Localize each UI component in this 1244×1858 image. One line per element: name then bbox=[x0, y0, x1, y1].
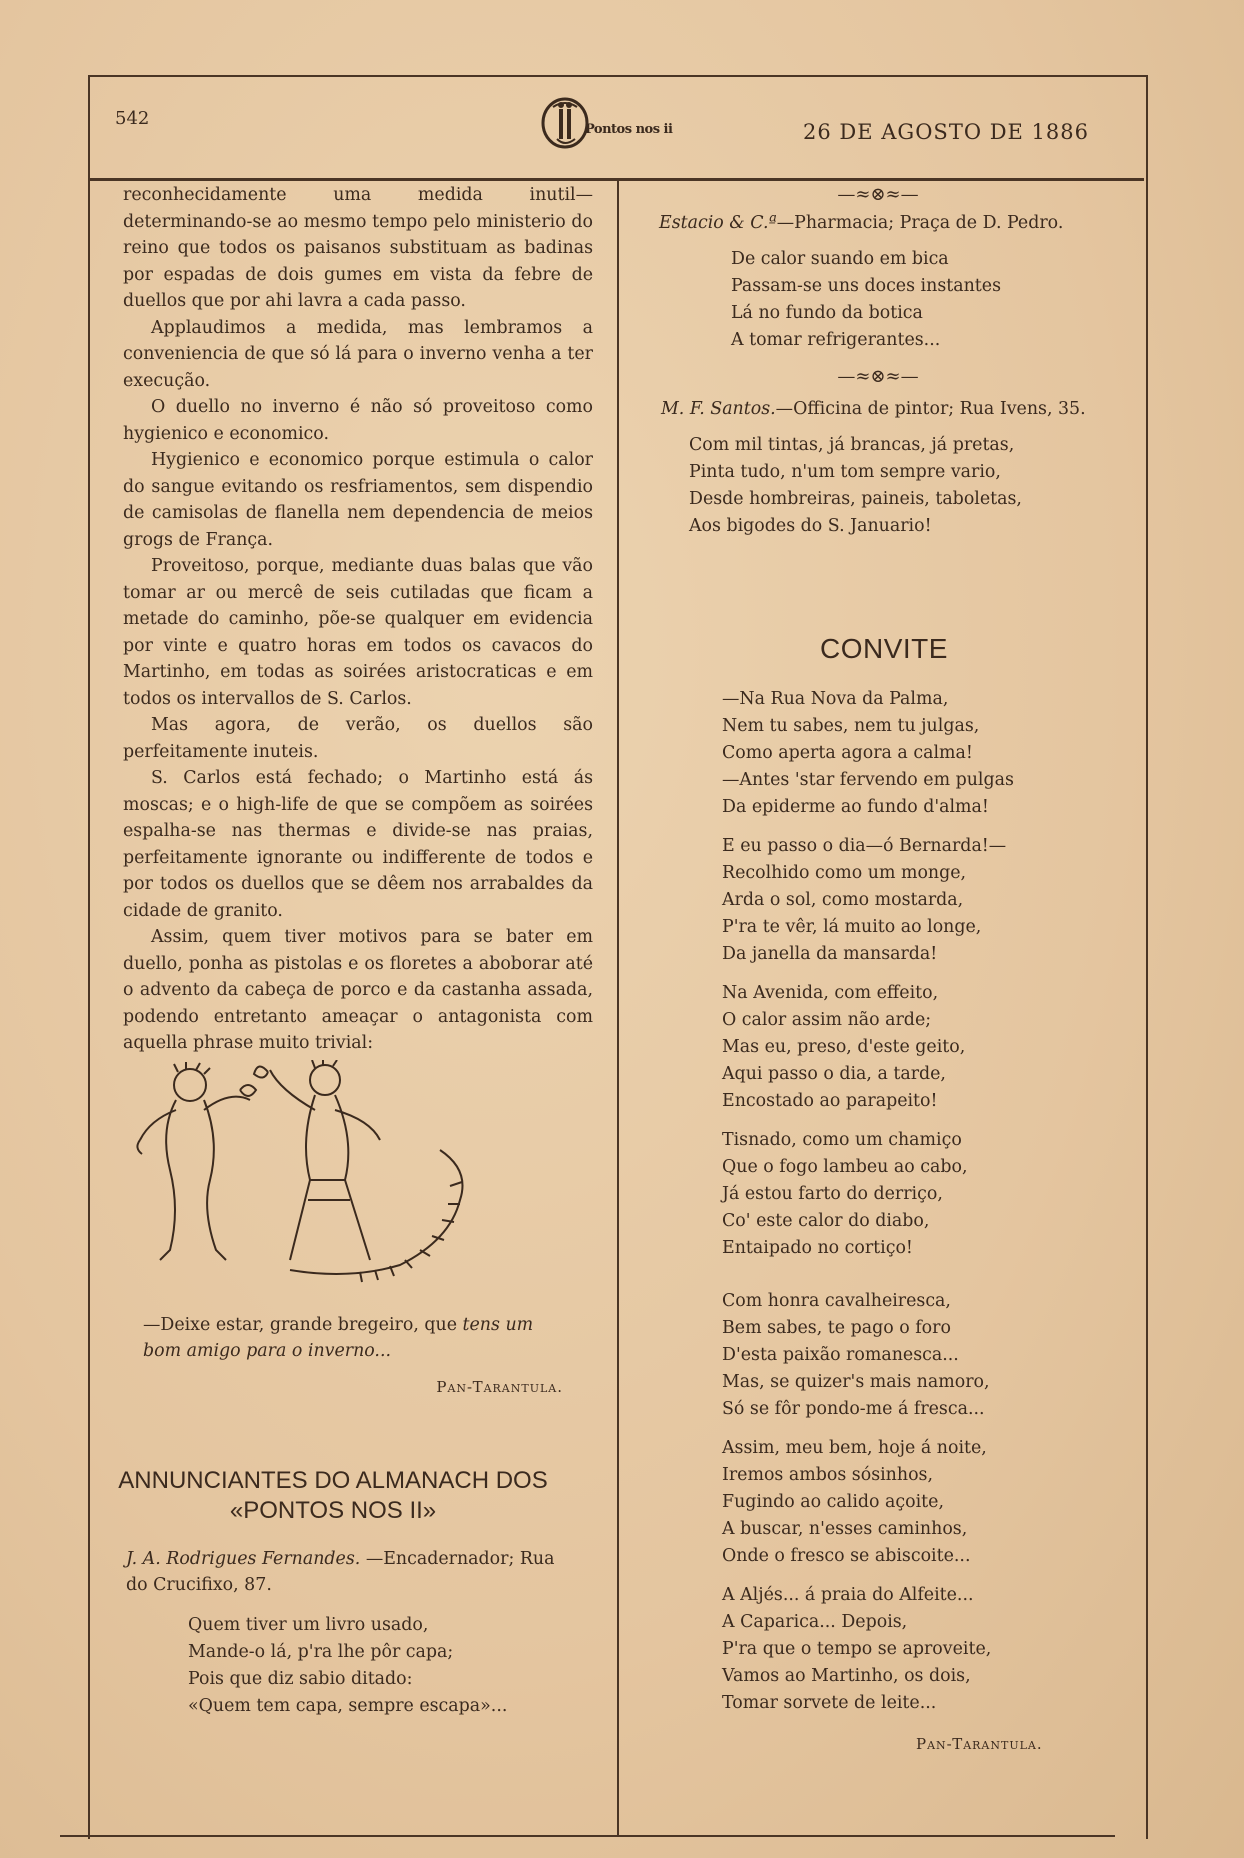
poem-line: A buscar, n'esses caminhos, bbox=[722, 1519, 968, 1539]
article-paragraph: reconhecidamente uma medida inutil—determinando-se ao mesmo tempo pelo ministerio do reino que todos os paisanos substituam as badinas por espadas de dois gumes em vista da febre de duellos que por ahi lavra a cada passo. bbox=[123, 185, 593, 311]
poem-line: Na Avenida, com effeito, bbox=[722, 983, 939, 1003]
verse-line: Aos bigodes do S. Januario! bbox=[689, 516, 932, 536]
article-paragraph: S. Carlos está fechado; o Martinho está ás moscas; e o high-life de que se compõem as soirées espalha-se nas thermas e divide-se nas praias, perfeitamente ignorante ou indifferente de todos e por todos os duellos que se dêem nos arrabaldes da cidade de granito. bbox=[123, 768, 593, 921]
poem-line: Com honra cavalheiresca, bbox=[722, 1291, 951, 1311]
poem-line: P'ra te vêr, lá muito ao longe, bbox=[722, 917, 982, 937]
convite-poem bbox=[722, 686, 1102, 1729]
convite-title: CONVITE bbox=[820, 633, 948, 664]
poem-line: Da epiderme ao fundo d'alma! bbox=[722, 797, 989, 817]
poem-line: Co' este calor do diabo, bbox=[722, 1211, 930, 1231]
poem-line: Como aperta agora a calma! bbox=[722, 743, 973, 763]
poem-stanza bbox=[722, 1582, 1102, 1717]
poem-line: Da janella da mansarda! bbox=[722, 944, 938, 964]
poem-stanza bbox=[722, 833, 1102, 968]
verse-line: Desde hombreiras, paineis, taboletas, bbox=[689, 489, 1022, 509]
verse-line: Lá no fundo da botica bbox=[731, 303, 923, 323]
poem-line: Bem sabes, te pago o foro bbox=[722, 1318, 951, 1338]
article-paragraph: Mas agora, de verão, os duellos são perfeitamente inuteis. bbox=[123, 715, 593, 762]
poem-line: O calor assim não arde; bbox=[722, 1010, 932, 1030]
annunciantes-heading bbox=[98, 1466, 568, 1526]
poem-stanza bbox=[722, 1288, 1102, 1423]
poem-line: Arda o sol, como mostarda, bbox=[722, 890, 964, 910]
poem-line: A Caparica... Depois, bbox=[722, 1612, 908, 1632]
poem-line: Mas eu, preso, d'este geito, bbox=[722, 1037, 966, 1057]
poem-line: Vamos ao Martinho, os dois, bbox=[722, 1666, 971, 1686]
poem-line: Entaipado no cortiço! bbox=[722, 1238, 913, 1258]
poem-line: Recolhido como um monge, bbox=[722, 863, 967, 883]
advertiser-verse bbox=[731, 246, 1093, 354]
poem-stanza bbox=[722, 980, 1102, 1115]
poem-line: E eu passo o dia—ó Bernarda!— bbox=[722, 836, 1007, 856]
poem-line: Mas, se quizer's mais namoro, bbox=[722, 1372, 990, 1392]
advertiser-name: Estacio & C.ª bbox=[659, 213, 777, 233]
verse-line: «Quem tem capa, sempre escapa»... bbox=[188, 1696, 508, 1716]
ornament-divider: —≈⊗≈— bbox=[837, 184, 919, 205]
poem-line: Nem tu sabes, nem tu julgas, bbox=[722, 716, 980, 736]
poem-line: A Aljés... á praia do Alfeite... bbox=[722, 1585, 974, 1605]
advertiser-details: —Pharmacia; Praça de D. Pedro. bbox=[776, 213, 1064, 233]
poem-line: Só se fôr pondo-me á fresca... bbox=[722, 1399, 985, 1419]
annunciantes-heading-line2: «PONTOS NOS II» bbox=[229, 1497, 437, 1524]
article-paragraph: Applaudimos a medida, mas lembramos a conveniencia de que só lá para o inverno venha a ter execução. bbox=[123, 317, 593, 391]
poem-line: Fugindo ao calido açoite, bbox=[722, 1492, 944, 1512]
advertiser-verse bbox=[689, 432, 1093, 540]
poem-stanza bbox=[722, 686, 1102, 821]
caption-signature: Pan-Tarantula. bbox=[436, 1378, 563, 1396]
poem-line: Tomar sorvete de leite... bbox=[722, 1693, 937, 1713]
annunciantes-heading-line1: ANNUNCIANTES DO ALMANACH DOS bbox=[118, 1467, 548, 1494]
poem-stanza bbox=[722, 1435, 1102, 1570]
verse-line: Pinta tudo, n'um tom sempre vario, bbox=[689, 462, 1001, 482]
poem-line: Que o fogo lambeu ao cabo, bbox=[722, 1157, 968, 1177]
poem-line: Assim, meu bem, hoje á noite, bbox=[722, 1438, 987, 1458]
verse-line: Mande-o lá, p'ra lhe pôr capa; bbox=[188, 1642, 454, 1662]
article-paragraph: O duello no inverno é não só proveitoso como hygienico e economico. bbox=[123, 397, 593, 444]
advertiser-name: M. F. Santos. bbox=[661, 399, 776, 419]
verse-line: Passam-se uns doces instantes bbox=[731, 276, 1002, 296]
advertiser-details: —Encadernador; Rua do Crucifixo, 87. bbox=[126, 1549, 555, 1595]
bottom-rule bbox=[60, 1835, 1115, 1837]
cartoon-caption bbox=[123, 1312, 563, 1400]
poem-stanza bbox=[722, 1127, 1102, 1262]
verse-line: Com mil tintas, já brancas, já pretas, bbox=[689, 435, 1015, 455]
caption-text: —Deixe estar, grande bregeiro, que bbox=[143, 1315, 463, 1335]
caption-italic: tens um bom amigo para o inverno... bbox=[143, 1315, 534, 1361]
advertiser-name: J. A. Rodrigues Fernandes. bbox=[126, 1549, 361, 1569]
verse-line: Pois que diz sabio ditado: bbox=[188, 1669, 413, 1689]
poem-line: Onde o fresco se abiscoite... bbox=[722, 1546, 971, 1566]
verse-line: A tomar refrigerantes... bbox=[731, 330, 941, 350]
poem-line: D'esta paixão romanesca... bbox=[722, 1345, 959, 1365]
poem-line: Aqui passo o dia, a tarde, bbox=[722, 1064, 946, 1084]
left-column-article bbox=[123, 182, 593, 1057]
poem-signature: Pan-Tarantula. bbox=[916, 1735, 1043, 1753]
poem-line: Encostado ao parapeito! bbox=[722, 1091, 938, 1111]
poem-line: Iremos ambos sósinhos, bbox=[722, 1465, 934, 1485]
article-paragraph: Hygienico e economico porque estimula o calor do sangue evitando os resfriamentos, sem dispendio de camisolas de flanella nem dependencia de meios grogs de França. bbox=[123, 450, 593, 550]
poem-line: Já estou farto do derriço, bbox=[722, 1184, 943, 1204]
advertiser-entry-title bbox=[661, 396, 1093, 422]
issue-date: 26 DE AGOSTO DE 1886 bbox=[803, 120, 1089, 144]
article-paragraph: Assim, quem tiver motivos para se bater em duello, ponha as pistolas e os floretes a aboborar até o advento da cabeça de porco e da castanha assada, podendo entretanto ameaçar o antagonista com aquella phrase muito trivial: bbox=[123, 927, 593, 1053]
page-number: 542 bbox=[115, 108, 150, 129]
ornament-divider: —≈⊗≈— bbox=[837, 366, 919, 387]
advertiser-details: —Officina de pintor; Rua Ivens, 35. bbox=[775, 399, 1086, 419]
advertiser-entry-title bbox=[659, 210, 1093, 236]
advertiser-verse bbox=[188, 1612, 507, 1720]
verse-line: Quem tiver um livro usado, bbox=[188, 1615, 429, 1635]
verse-line: De calor suando em bica bbox=[731, 249, 949, 269]
poem-line: P'ra que o tempo se aproveite, bbox=[722, 1639, 992, 1659]
header-rule bbox=[88, 178, 1144, 181]
poem-line: —Antes 'star fervendo em pulgas bbox=[722, 770, 1014, 790]
duel-cartoon-illustration bbox=[130, 1060, 550, 1300]
advertiser-entry bbox=[96, 1546, 566, 1598]
poem-line: —Na Rua Nova da Palma, bbox=[722, 689, 949, 709]
column-divider bbox=[617, 180, 619, 1835]
masthead-title: Pontos nos ii bbox=[585, 122, 673, 137]
article-paragraph: Proveitoso, porque, mediante duas balas que vão tomar ar ou mercê de seis cutiladas que ficam a metade do caminho, põe-se qualquer em evidencia por vinte e quatro horas em todos os cavacos do Martinho, em todas as soirées aristocraticas e em todos os intervallos de S. Carlos. bbox=[123, 556, 593, 709]
poem-line: Tisnado, como um chamiço bbox=[722, 1130, 962, 1150]
right-column-advertisers bbox=[659, 182, 1093, 540]
